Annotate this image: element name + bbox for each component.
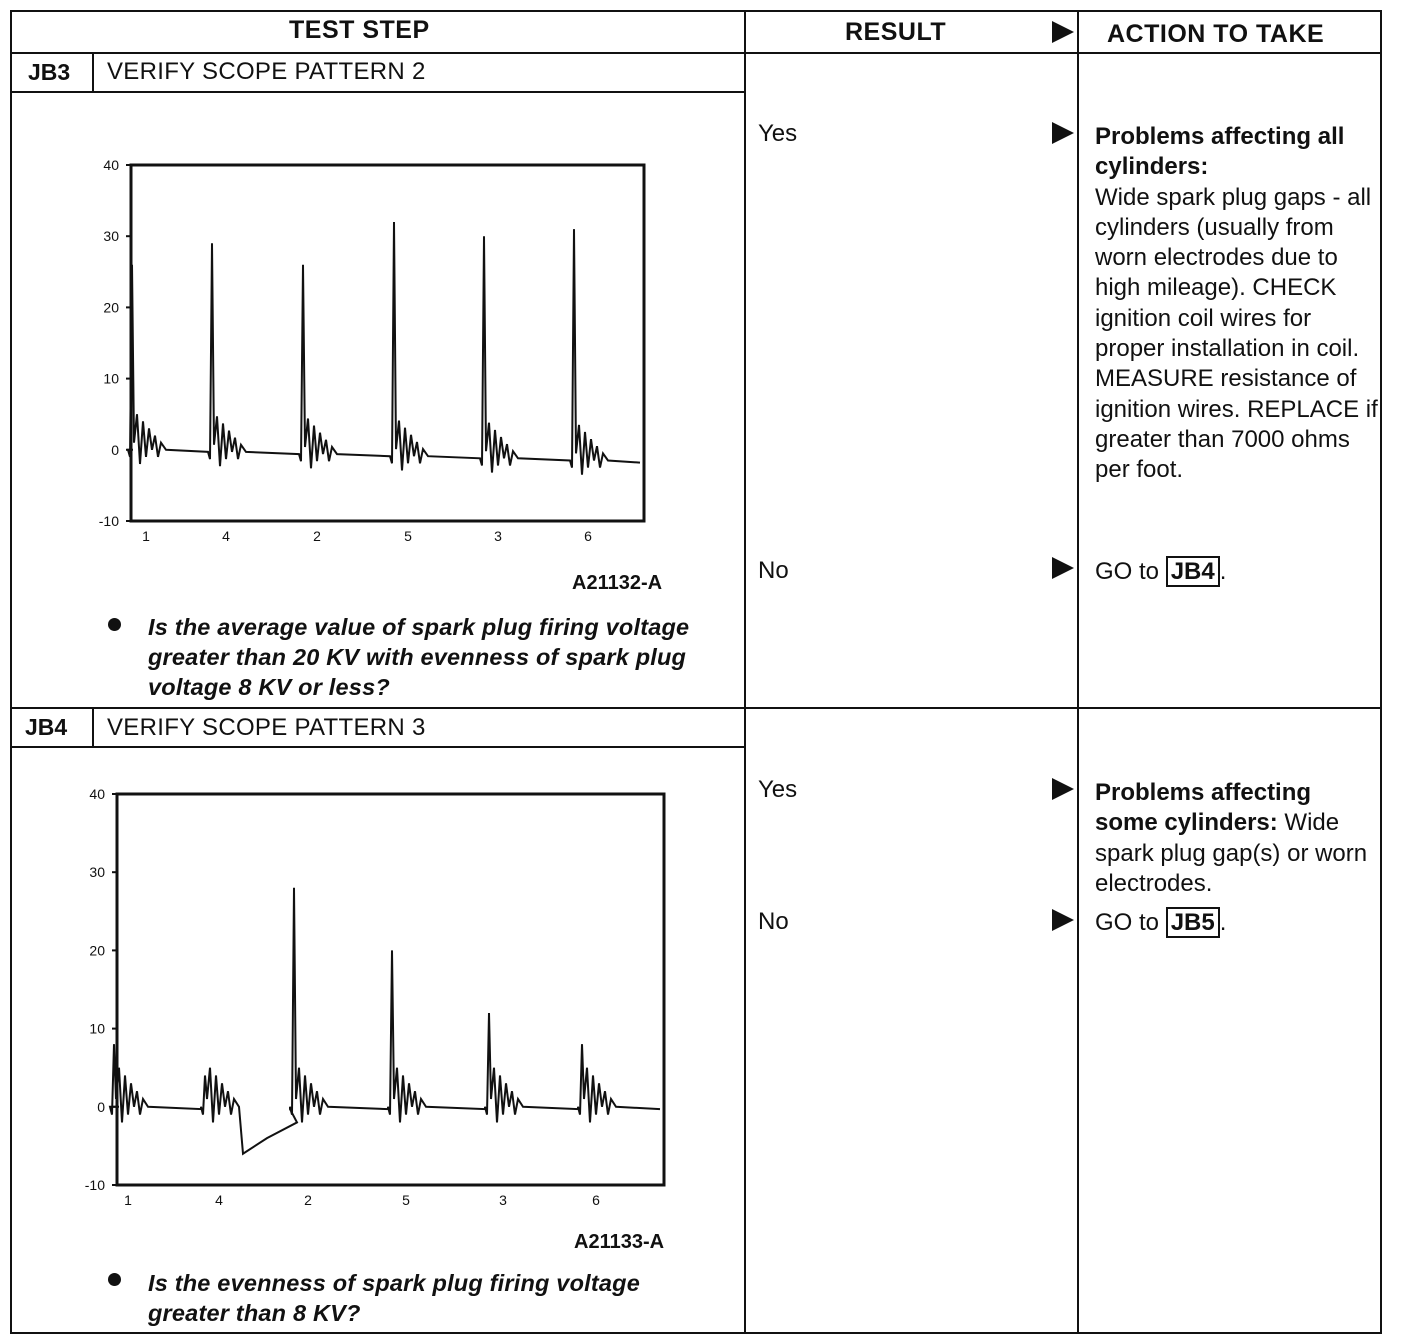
- jb4-yes-action-heading: Problems affecting some cylinders:: [1095, 779, 1312, 837]
- y-tick-label: 20: [89, 942, 105, 959]
- header-result: RESULT: [845, 18, 947, 46]
- y-tick-label: 40: [89, 786, 105, 802]
- jb4-question-bullet: [108, 1273, 121, 1286]
- y-tick-label: -10: [98, 513, 119, 529]
- jb4-step-title: VERIFY SCOPE PATTERN 3: [107, 714, 426, 741]
- y-tick-label: 10: [103, 370, 119, 387]
- jb3-step-code: JB3: [28, 59, 71, 85]
- x-tick-label: 5: [402, 1192, 410, 1208]
- jb3-no-action-suffix: .: [1219, 558, 1227, 585]
- jb4-yes-action: [1095, 778, 1380, 899]
- jb3-question: Is the average value of spark plug firing voltage greater than 20 KV with evenness of spark plug voltage 8 KV or less?: [148, 614, 690, 700]
- jb4-no-action-suffix: .: [1219, 909, 1227, 936]
- jb3-step-title: VERIFY SCOPE PATTERN 2: [107, 58, 426, 85]
- jb4-plot-frame: [117, 794, 664, 1185]
- x-tick-label: 3: [499, 1192, 507, 1208]
- jb4-yes-action-text: Wide spark plug gap(s) or worn electrodes.: [1095, 809, 1368, 897]
- x-tick-label: 5: [404, 528, 412, 544]
- y-tick-label: 20: [103, 299, 119, 316]
- y-tick-label: 40: [103, 157, 119, 173]
- y-tick-label: 30: [103, 228, 119, 245]
- x-tick-label: 3: [494, 528, 502, 544]
- x-tick-label: 6: [584, 528, 592, 544]
- jb3-no-goto-link[interactable]: JB4: [1166, 556, 1220, 587]
- y-tick-label: 0: [111, 441, 119, 458]
- x-tick-label: 1: [142, 528, 150, 544]
- x-tick-label: 1: [124, 1192, 132, 1208]
- header-test-step: TEST STEP: [289, 16, 430, 44]
- y-tick-label: 30: [89, 864, 105, 881]
- jb3-result-no: No: [758, 557, 789, 584]
- jb4-no-goto-link[interactable]: JB5: [1166, 907, 1220, 938]
- jb3-yes-action-text: Wide spark plug gaps - all cylinders (usually from worn electrodes due to high mileage). CHECK ignition coil wires for proper installation in coil. MEASURE resistance of ignition wires. REPLACE if greater than 7000 ohms per foot.: [1095, 183, 1378, 484]
- jb4-figure-id: A21133-A: [574, 1231, 665, 1253]
- jb3-figure-id: A21132-A: [572, 572, 663, 594]
- jb4-no-arrow-icon: [1052, 909, 1074, 931]
- x-tick-label: 2: [313, 528, 321, 544]
- header-action: ACTION TO TAKE: [1107, 20, 1325, 48]
- y-tick-label: 10: [89, 1020, 105, 1037]
- y-tick-label: -10: [84, 1177, 105, 1193]
- x-tick-label: 6: [592, 1192, 600, 1208]
- jb4-no-action-prefix: GO to: [1095, 909, 1160, 936]
- jb4-no-action: [1095, 908, 1380, 938]
- y-tick-label: 0: [97, 1098, 105, 1115]
- jb4-question: Is the evenness of spark plug firing voltage greater than 8 KV?: [148, 1270, 640, 1326]
- x-tick-label: 2: [304, 1192, 312, 1208]
- x-tick-label: 4: [215, 1192, 223, 1208]
- x-tick-label: 4: [222, 528, 230, 544]
- jb4-result-no: No: [758, 908, 789, 935]
- jb3-no-action-prefix: GO to: [1095, 558, 1160, 585]
- jb4-result-yes: Yes: [758, 776, 798, 803]
- jb3-yes-action-heading: Problems affecting all cylinders:: [1095, 123, 1345, 181]
- jb4-yes-arrow-icon: [1052, 778, 1074, 800]
- jb4-step-code: JB4: [25, 714, 68, 740]
- jb3-result-yes: Yes: [758, 120, 798, 147]
- jb4-waveform-trace: [110, 888, 660, 1154]
